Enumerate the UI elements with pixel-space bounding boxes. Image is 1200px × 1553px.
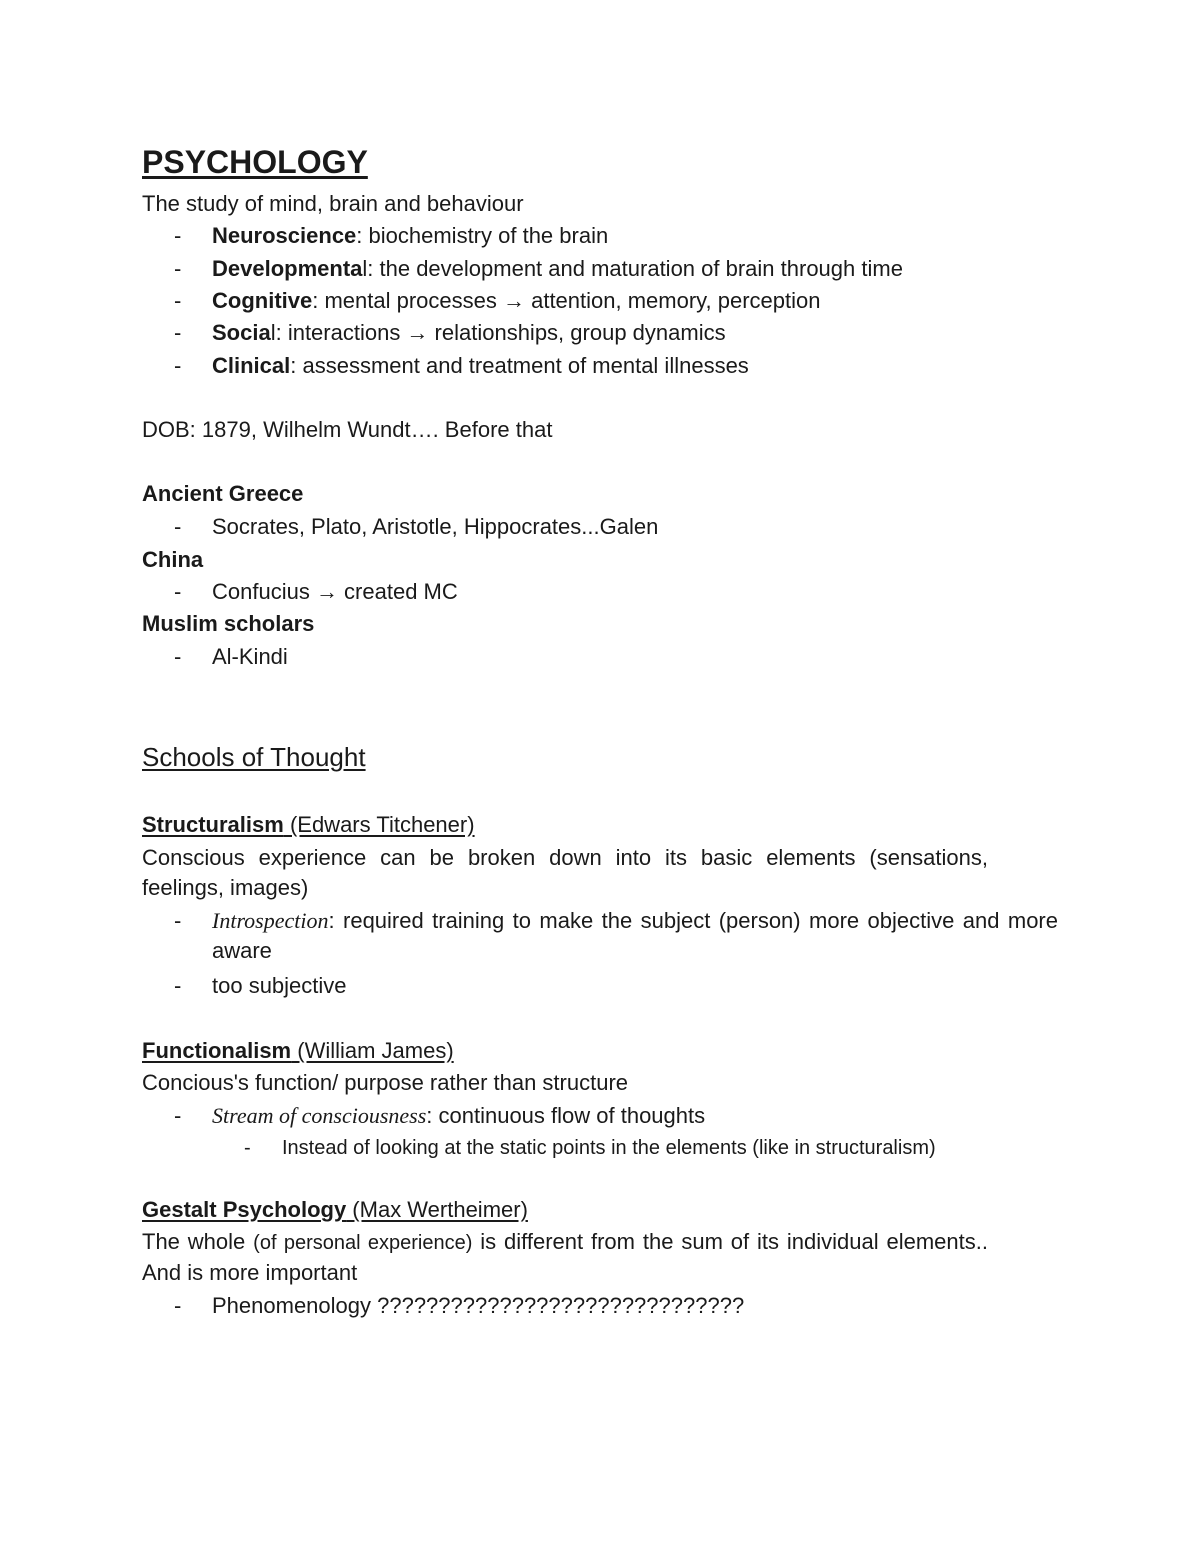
- school-heading: [142, 1036, 454, 1066]
- list-item: too subjective: [212, 973, 347, 998]
- list-item: Confucius → created MC: [212, 579, 458, 604]
- bullet-dash: -: [174, 256, 182, 281]
- branch-term: Socia: [212, 320, 271, 345]
- definition: The study of mind, brain and behaviour: [142, 191, 524, 216]
- bullet-dash: -: [174, 353, 182, 378]
- branch-desc: l: the development and maturation of brain through time: [362, 256, 903, 281]
- page-title-text: PSYCHOLOGY: [142, 144, 368, 180]
- item-desc: : continuous flow of thoughts: [426, 1103, 706, 1128]
- school-name: Structuralism: [142, 812, 284, 837]
- bullet-dash: -: [174, 514, 182, 539]
- school-heading: [142, 810, 475, 840]
- history-heading: China: [142, 547, 204, 572]
- bullet-dash: -: [174, 908, 182, 933]
- list-item: [212, 351, 749, 381]
- dob-line: DOB: 1879, Wilhelm Wundt…. Before that: [142, 417, 553, 442]
- branch-term: Neuroscience: [212, 223, 357, 248]
- list-item: [212, 318, 726, 348]
- school-name: Gestalt Psychology: [142, 1197, 347, 1222]
- school-person: (Edwars Titchener): [283, 812, 475, 837]
- branch-desc: l: interactions → relationships, group dynamics: [270, 320, 726, 345]
- branch-term: Developmenta: [212, 256, 363, 281]
- bullet-dash: -: [174, 1103, 182, 1128]
- school-description: [142, 1227, 988, 1288]
- bullet-dash: -: [174, 1293, 182, 1318]
- history-heading: Muslim scholars: [142, 611, 315, 636]
- bullet-dash: -: [174, 644, 182, 669]
- desc-part: The whole: [142, 1229, 254, 1254]
- list-item: Socrates, Plato, Aristotle, Hippocrates...Galen: [212, 514, 659, 539]
- item-term: Introspection: [212, 908, 329, 933]
- bullet-dash: -: [174, 223, 182, 248]
- school-person: (William James): [291, 1038, 454, 1063]
- list-item: [212, 286, 821, 316]
- item-term: Stream of consciousness: [212, 1103, 427, 1128]
- list-item: Phenomenology ??????????????????????????????: [212, 1293, 745, 1318]
- desc-part: is different from the sum of its individual elements.. And is more important: [142, 1229, 988, 1285]
- desc-part-small: (of personal experience): [253, 1232, 473, 1254]
- school-description: Concious's function/ purpose rather than structure: [142, 1070, 629, 1095]
- sub-list-item: Instead of looking at the static points in the elements (like in structuralism): [282, 1137, 936, 1159]
- school-person: (Max Wertheimer): [346, 1197, 528, 1222]
- bullet-dash: -: [174, 320, 182, 345]
- section-heading-text: Schools of Thought: [142, 742, 366, 772]
- list-item: Al-Kindi: [212, 644, 288, 669]
- section-heading: [142, 740, 366, 774]
- branch-desc: : biochemistry of the brain: [356, 223, 609, 248]
- bullet-dash: -: [174, 579, 182, 604]
- school-description: Conscious experience can be broken down into its basic elements (sensations, feelings, images): [142, 845, 988, 900]
- list-item: [212, 906, 1058, 966]
- branch-desc: : assessment and treatment of mental illnesses: [290, 353, 749, 378]
- history-heading: Ancient Greece: [142, 481, 304, 506]
- list-item: [212, 1101, 705, 1131]
- list-item: [212, 254, 903, 284]
- bullet-dash: -: [174, 973, 182, 998]
- bullet-dash: -: [244, 1137, 251, 1159]
- branch-term: Clinical: [212, 353, 291, 378]
- page-title: [142, 142, 368, 182]
- list-item: [212, 221, 608, 251]
- school-heading: [142, 1195, 528, 1225]
- item-desc: : required training to make the subject (person) more objective and more aware: [212, 908, 1058, 963]
- branch-desc: : mental processes → attention, memory, perception: [312, 288, 821, 313]
- school-name: Functionalism: [142, 1038, 292, 1063]
- bullet-dash: -: [174, 288, 182, 313]
- branch-term: Cognitive: [212, 288, 313, 313]
